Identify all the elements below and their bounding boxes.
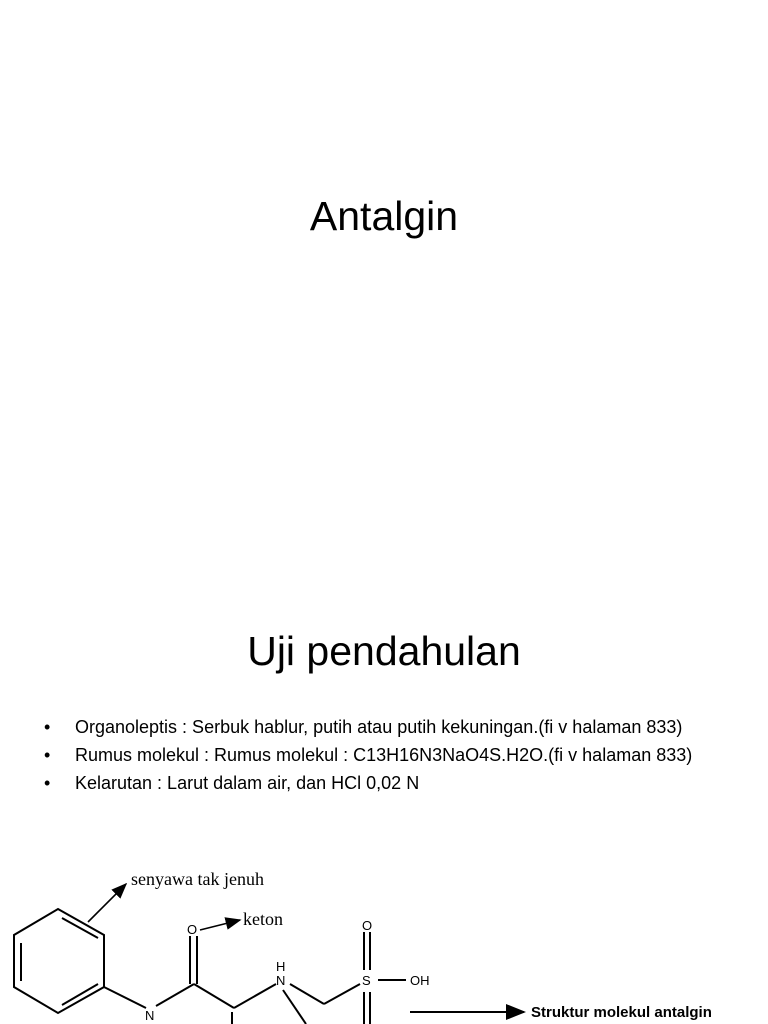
bullet-marker: • [44, 717, 51, 737]
bullet-list [44, 714, 734, 798]
bond [194, 984, 234, 1008]
atom-label: N [276, 973, 286, 988]
atom-label: S [362, 973, 371, 988]
slide-title: Antalgin [309, 193, 459, 239]
bullet-item [44, 714, 734, 741]
bullet-text: Rumus molekul : Rumus molekul : C13H16N3NaO4S.H2O.(fi v halaman 833) [75, 745, 693, 765]
bullet-item [44, 770, 734, 797]
bond [234, 984, 276, 1008]
bond [324, 984, 360, 1004]
atom-label: O [187, 922, 198, 937]
bullet-marker: • [44, 745, 51, 765]
bond [104, 987, 146, 1008]
annotation-unsaturated: senyawa tak jenuh [131, 869, 264, 889]
annotation-ketone: keton [243, 909, 283, 929]
benzene-ring [14, 909, 104, 1013]
atom-label: O [362, 918, 373, 933]
bond [290, 984, 324, 1004]
slide-title: Uji pendahulan [247, 628, 521, 674]
bullet-item [44, 742, 734, 769]
annotation-arrow [200, 920, 240, 930]
content-slide [0, 576, 768, 1024]
structure-caption: Struktur molekul antalgin [531, 1004, 712, 1021]
atom-label: OH [410, 973, 430, 988]
bond [156, 984, 194, 1006]
bullet-marker: • [44, 773, 51, 793]
bullet-text: Organoleptis : Serbuk hablur, putih atau putih kekuningan.(fi v halaman 833) [75, 717, 683, 737]
annotation-arrow [88, 884, 126, 922]
molecular-structure-diagram [0, 864, 768, 1024]
atom-label: N [145, 1008, 155, 1023]
bullet-text: Kelarutan : Larut dalam air, dan HCl 0,02 N [75, 773, 420, 793]
atom-label: H [276, 959, 286, 974]
bond [283, 990, 306, 1024]
